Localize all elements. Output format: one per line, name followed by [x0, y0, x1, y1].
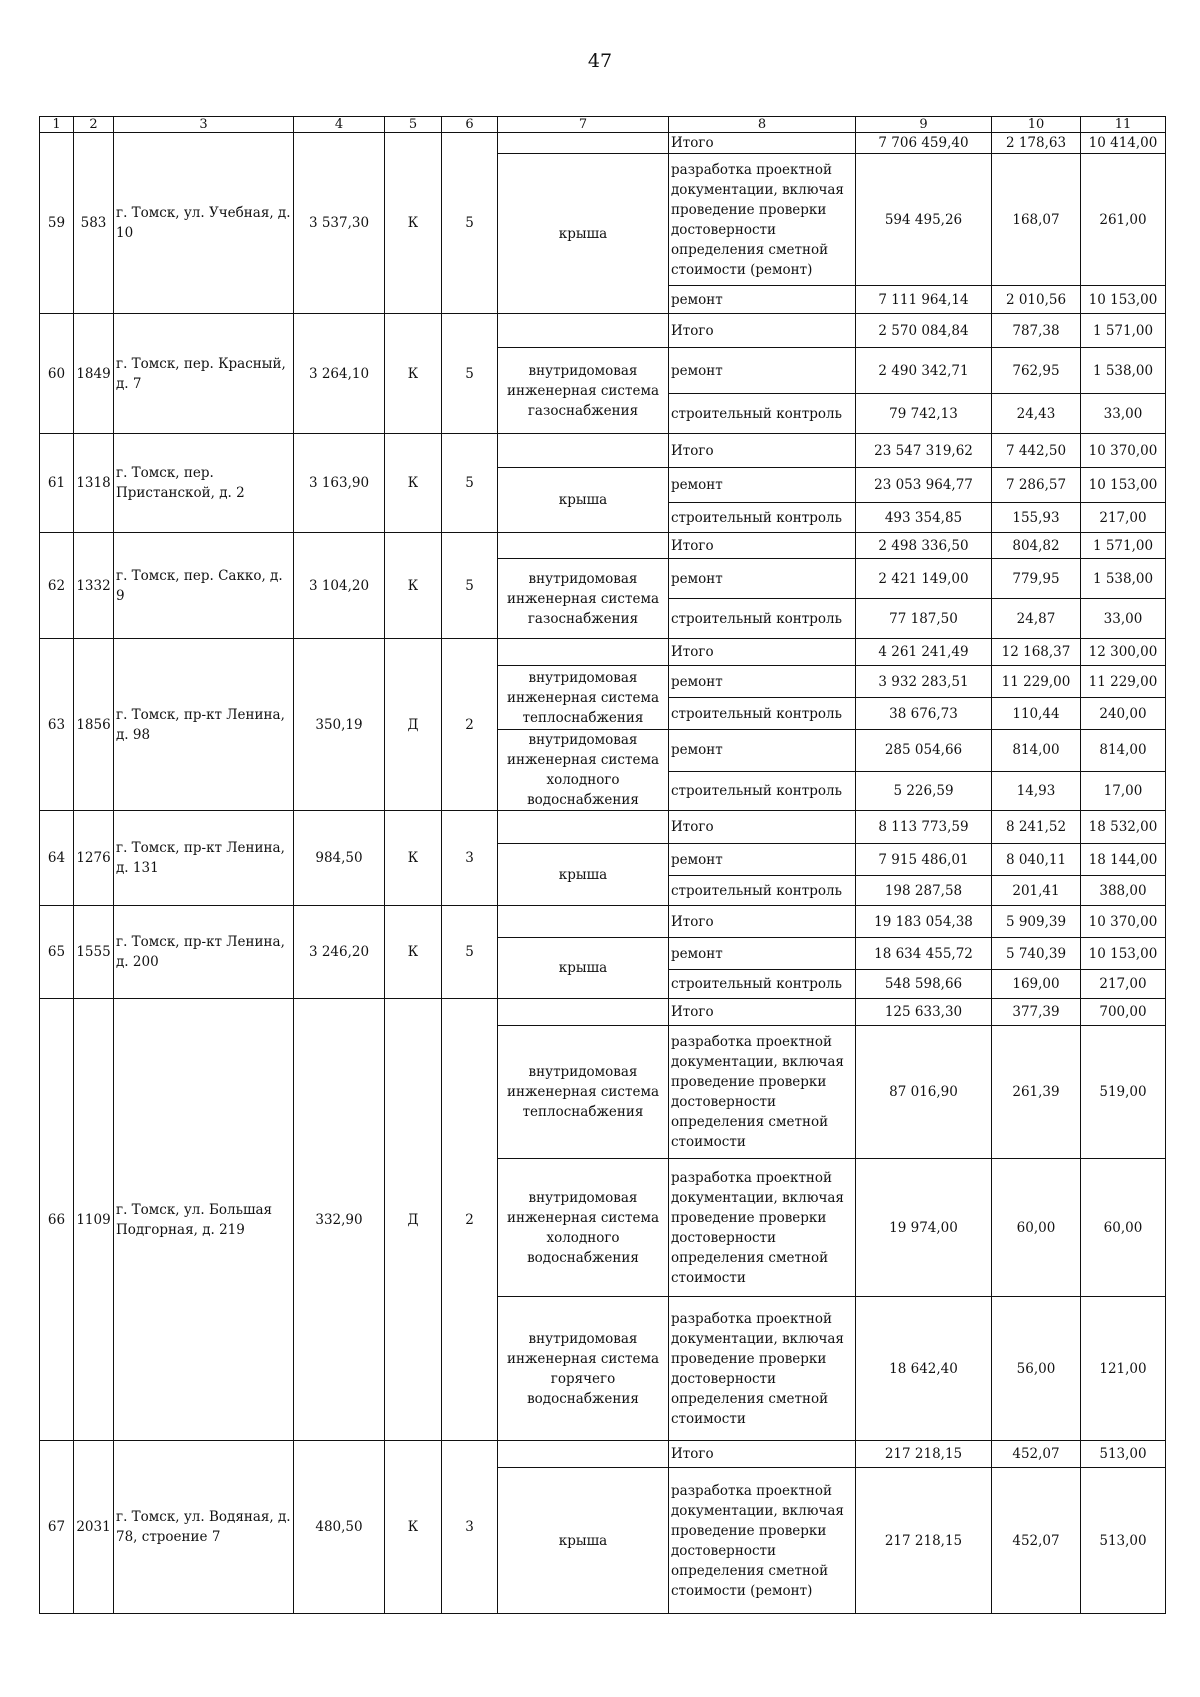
floors-cell: 3	[442, 811, 498, 906]
limit-cell: 10 414,00	[1081, 133, 1166, 154]
cost-per-sqm-cell: 7 286,57	[992, 468, 1081, 503]
cost-per-sqm-cell: 7 442,50	[992, 434, 1081, 468]
row-number: 64	[40, 811, 74, 906]
cost-per-sqm-cell: 8 040,11	[992, 844, 1081, 876]
system-cell	[498, 811, 669, 844]
limit-cell: 1 538,00	[1081, 348, 1166, 394]
limit-cell: 513,00	[1081, 1468, 1166, 1614]
limit-cell: 814,00	[1081, 730, 1166, 772]
cost-per-sqm-cell: 762,95	[992, 348, 1081, 394]
cost-per-sqm-cell: 110,44	[992, 698, 1081, 730]
floors-cell: 2	[442, 999, 498, 1441]
limit-cell: 33,00	[1081, 394, 1166, 434]
system-cell: внутридомовая инженерная система газоснабжения	[498, 348, 669, 434]
limit-cell: 10 153,00	[1081, 468, 1166, 503]
cost-per-sqm-cell: 24,87	[992, 599, 1081, 639]
table-row	[40, 999, 1166, 1026]
cost-per-sqm-cell: 201,41	[992, 876, 1081, 906]
col-header: 3	[114, 117, 294, 133]
cost-cell: 125 633,30	[856, 999, 992, 1026]
cost-cell: 79 742,13	[856, 394, 992, 434]
limit-cell: 60,00	[1081, 1159, 1166, 1297]
work-type-cell: строительный контроль	[669, 876, 856, 906]
address-cell: г. Томск, пр-кт Ленина, д. 131	[114, 811, 294, 906]
address-cell: г. Томск, пер. Пристанской, д. 2	[114, 434, 294, 533]
house-id: 2031	[74, 1441, 114, 1614]
cost-cell: 8 113 773,59	[856, 811, 992, 844]
house-id: 583	[74, 133, 114, 314]
col-header: 8	[669, 117, 856, 133]
limit-cell: 700,00	[1081, 999, 1166, 1026]
work-type-cell: строительный контроль	[669, 599, 856, 639]
col-header: 11	[1081, 117, 1166, 133]
house-id: 1109	[74, 999, 114, 1441]
system-cell: крыша	[498, 938, 669, 999]
col-header: 4	[294, 117, 385, 133]
limit-cell: 1 571,00	[1081, 533, 1166, 559]
system-cell: крыша	[498, 844, 669, 906]
col-header: 2	[74, 117, 114, 133]
house-id: 1555	[74, 906, 114, 999]
system-cell: крыша	[498, 468, 669, 533]
cost-cell: 7 915 486,01	[856, 844, 992, 876]
system-cell	[498, 133, 669, 154]
cost-per-sqm-cell: 2 010,56	[992, 286, 1081, 314]
cost-cell: 7 111 964,14	[856, 286, 992, 314]
system-cell: внутридомовая инженерная система холодного водоснабжения	[498, 1159, 669, 1297]
address-cell: г. Томск, пр-кт Ленина, д. 200	[114, 906, 294, 999]
work-type-cell: строительный контроль	[669, 394, 856, 434]
cost-cell: 18 642,40	[856, 1297, 992, 1441]
area-cell: 480,50	[294, 1441, 385, 1614]
limit-cell: 1 538,00	[1081, 559, 1166, 599]
cost-per-sqm-cell: 24,43	[992, 394, 1081, 434]
cost-per-sqm-cell: 787,38	[992, 314, 1081, 348]
type-cell: К	[385, 133, 442, 314]
table-row	[40, 533, 1166, 559]
type-cell: К	[385, 314, 442, 434]
cost-cell: 285 054,66	[856, 730, 992, 772]
table-row	[40, 906, 1166, 938]
cost-cell: 23 053 964,77	[856, 468, 992, 503]
col-header: 5	[385, 117, 442, 133]
cost-cell: 23 547 319,62	[856, 434, 992, 468]
table-row	[40, 314, 1166, 348]
col-header: 1	[40, 117, 74, 133]
system-cell: крыша	[498, 1468, 669, 1614]
limit-cell: 12 300,00	[1081, 639, 1166, 666]
cost-per-sqm-cell: 11 229,00	[992, 666, 1081, 698]
type-cell: Д	[385, 639, 442, 811]
type-cell: К	[385, 906, 442, 999]
system-cell	[498, 999, 669, 1026]
work-type-cell: ремонт	[669, 559, 856, 599]
limit-cell: 10 370,00	[1081, 906, 1166, 938]
floors-cell: 5	[442, 533, 498, 639]
limit-cell: 240,00	[1081, 698, 1166, 730]
work-type-cell: Итого	[669, 639, 856, 666]
work-type-cell: строительный контроль	[669, 771, 856, 810]
cost-per-sqm-cell: 168,07	[992, 154, 1081, 286]
house-id: 1318	[74, 434, 114, 533]
floors-cell: 5	[442, 314, 498, 434]
system-cell: внутридомовая инженерная система теплоснабжения	[498, 666, 669, 730]
system-cell: крыша	[498, 154, 669, 314]
work-type-cell: ремонт	[669, 938, 856, 970]
cost-per-sqm-cell: 155,93	[992, 503, 1081, 533]
work-type-cell: Итого	[669, 1441, 856, 1468]
work-type-cell: разработка проектной документации, включая проведение проверки достоверности определения сметной стоимости (ремонт)	[669, 1468, 856, 1614]
table-row	[40, 1441, 1166, 1468]
col-header: 6	[442, 117, 498, 133]
cost-per-sqm-cell: 377,39	[992, 999, 1081, 1026]
cost-per-sqm-cell: 169,00	[992, 970, 1081, 999]
address-cell: г. Томск, пер. Красный, д. 7	[114, 314, 294, 434]
cost-per-sqm-cell: 5 740,39	[992, 938, 1081, 970]
limit-cell: 11 229,00	[1081, 666, 1166, 698]
work-type-cell: Итого	[669, 811, 856, 844]
system-cell: внутридомовая инженерная система холодного водоснабжения	[498, 730, 669, 811]
area-cell: 3 104,20	[294, 533, 385, 639]
limit-cell: 519,00	[1081, 1026, 1166, 1159]
cost-per-sqm-cell: 56,00	[992, 1297, 1081, 1441]
area-cell: 3 264,10	[294, 314, 385, 434]
area-cell: 3 246,20	[294, 906, 385, 999]
house-id: 1849	[74, 314, 114, 434]
type-cell: К	[385, 434, 442, 533]
work-type-cell: Итого	[669, 133, 856, 154]
limit-cell: 121,00	[1081, 1297, 1166, 1441]
cost-per-sqm-cell: 804,82	[992, 533, 1081, 559]
work-type-cell: разработка проектной документации, включая проведение проверки достоверности определения сметной стоимости	[669, 1159, 856, 1297]
cost-cell: 5 226,59	[856, 771, 992, 810]
address-cell: г. Томск, ул. Водяная, д. 78, строение 7	[114, 1441, 294, 1614]
area-cell: 984,50	[294, 811, 385, 906]
page-number: 47	[587, 50, 613, 72]
system-cell	[498, 434, 669, 468]
cost-per-sqm-cell: 14,93	[992, 771, 1081, 810]
address-cell: г. Томск, ул. Большая Подгорная, д. 219	[114, 999, 294, 1441]
system-cell	[498, 906, 669, 938]
cost-per-sqm-cell: 2 178,63	[992, 133, 1081, 154]
floors-cell: 3	[442, 1441, 498, 1614]
cost-cell: 2 421 149,00	[856, 559, 992, 599]
house-id: 1276	[74, 811, 114, 906]
type-cell: К	[385, 1441, 442, 1614]
cost-cell: 2 490 342,71	[856, 348, 992, 394]
cost-per-sqm-cell: 452,07	[992, 1468, 1081, 1614]
work-type-cell: Итого	[669, 314, 856, 348]
work-type-cell: Итого	[669, 533, 856, 559]
cost-per-sqm-cell: 261,39	[992, 1026, 1081, 1159]
row-number: 67	[40, 1441, 74, 1614]
work-type-cell: ремонт	[669, 844, 856, 876]
table-row	[40, 133, 1166, 154]
type-cell: Д	[385, 999, 442, 1441]
system-cell: внутридомовая инженерная система газоснабжения	[498, 559, 669, 639]
header-row	[40, 117, 1166, 133]
work-type-cell: разработка проектной документации, включая проведение проверки достоверности определения сметной стоимости	[669, 1026, 856, 1159]
limit-cell: 10 370,00	[1081, 434, 1166, 468]
col-header: 9	[856, 117, 992, 133]
cost-cell: 87 016,90	[856, 1026, 992, 1159]
table-body	[40, 117, 1166, 1614]
cost-cell: 18 634 455,72	[856, 938, 992, 970]
address-cell: г. Томск, ул. Учебная, д. 10	[114, 133, 294, 314]
work-type-cell: ремонт	[669, 468, 856, 503]
system-cell	[498, 314, 669, 348]
limit-cell: 388,00	[1081, 876, 1166, 906]
address-cell: г. Томск, пер. Сакко, д. 9	[114, 533, 294, 639]
work-type-cell: разработка проектной документации, включая проведение проверки достоверности определения сметной стоимости	[669, 1297, 856, 1441]
house-id: 1332	[74, 533, 114, 639]
repair-table	[39, 116, 1166, 1614]
area-cell: 3 163,90	[294, 434, 385, 533]
work-type-cell: Итого	[669, 434, 856, 468]
work-type-cell: ремонт	[669, 286, 856, 314]
system-cell	[498, 639, 669, 666]
cost-per-sqm-cell: 12 168,37	[992, 639, 1081, 666]
cost-cell: 217 218,15	[856, 1468, 992, 1614]
cost-cell: 3 932 283,51	[856, 666, 992, 698]
row-number: 66	[40, 999, 74, 1441]
system-cell: внутридомовая инженерная система теплоснабжения	[498, 1026, 669, 1159]
cost-per-sqm-cell: 814,00	[992, 730, 1081, 772]
row-number: 59	[40, 133, 74, 314]
limit-cell: 261,00	[1081, 154, 1166, 286]
floors-cell: 2	[442, 639, 498, 811]
work-type-cell: разработка проектной документации, включая проведение проверки достоверности определения сметной стоимости (ремонт)	[669, 154, 856, 286]
cost-cell: 4 261 241,49	[856, 639, 992, 666]
house-id: 1856	[74, 639, 114, 811]
work-type-cell: Итого	[669, 906, 856, 938]
cost-cell: 2 498 336,50	[856, 533, 992, 559]
cost-per-sqm-cell: 779,95	[992, 559, 1081, 599]
work-type-cell: строительный контроль	[669, 698, 856, 730]
work-type-cell: строительный контроль	[669, 970, 856, 999]
limit-cell: 33,00	[1081, 599, 1166, 639]
limit-cell: 217,00	[1081, 970, 1166, 999]
cost-per-sqm-cell: 452,07	[992, 1441, 1081, 1468]
cost-cell: 493 354,85	[856, 503, 992, 533]
area-cell: 332,90	[294, 999, 385, 1441]
col-header: 10	[992, 117, 1081, 133]
cost-cell: 217 218,15	[856, 1441, 992, 1468]
type-cell: К	[385, 811, 442, 906]
limit-cell: 10 153,00	[1081, 286, 1166, 314]
limit-cell: 1 571,00	[1081, 314, 1166, 348]
cost-cell: 594 495,26	[856, 154, 992, 286]
cost-per-sqm-cell: 5 909,39	[992, 906, 1081, 938]
limit-cell: 217,00	[1081, 503, 1166, 533]
limit-cell: 10 153,00	[1081, 938, 1166, 970]
floors-cell: 5	[442, 434, 498, 533]
work-type-cell: Итого	[669, 999, 856, 1026]
cost-cell: 2 570 084,84	[856, 314, 992, 348]
table-row	[40, 639, 1166, 666]
limit-cell: 513,00	[1081, 1441, 1166, 1468]
row-number: 60	[40, 314, 74, 434]
cost-per-sqm-cell: 8 241,52	[992, 811, 1081, 844]
row-number: 62	[40, 533, 74, 639]
cost-cell: 19 974,00	[856, 1159, 992, 1297]
table-row	[40, 811, 1166, 844]
area-cell: 350,19	[294, 639, 385, 811]
row-number: 63	[40, 639, 74, 811]
limit-cell: 18 532,00	[1081, 811, 1166, 844]
floors-cell: 5	[442, 133, 498, 314]
cost-cell: 198 287,58	[856, 876, 992, 906]
cost-cell: 7 706 459,40	[856, 133, 992, 154]
cost-cell: 77 187,50	[856, 599, 992, 639]
area-cell: 3 537,30	[294, 133, 385, 314]
row-number: 65	[40, 906, 74, 999]
cost-cell: 19 183 054,38	[856, 906, 992, 938]
system-cell	[498, 533, 669, 559]
work-type-cell: ремонт	[669, 666, 856, 698]
system-cell	[498, 1441, 669, 1468]
work-type-cell: ремонт	[669, 348, 856, 394]
cost-cell: 38 676,73	[856, 698, 992, 730]
address-cell: г. Томск, пр-кт Ленина, д. 98	[114, 639, 294, 811]
floors-cell: 5	[442, 906, 498, 999]
cost-cell: 548 598,66	[856, 970, 992, 999]
work-type-cell: ремонт	[669, 730, 856, 772]
row-number: 61	[40, 434, 74, 533]
system-cell: внутридомовая инженерная система горячего водоснабжения	[498, 1297, 669, 1441]
limit-cell: 17,00	[1081, 771, 1166, 810]
col-header: 7	[498, 117, 669, 133]
limit-cell: 18 144,00	[1081, 844, 1166, 876]
type-cell: К	[385, 533, 442, 639]
table-row	[40, 434, 1166, 468]
cost-per-sqm-cell: 60,00	[992, 1159, 1081, 1297]
work-type-cell: строительный контроль	[669, 503, 856, 533]
